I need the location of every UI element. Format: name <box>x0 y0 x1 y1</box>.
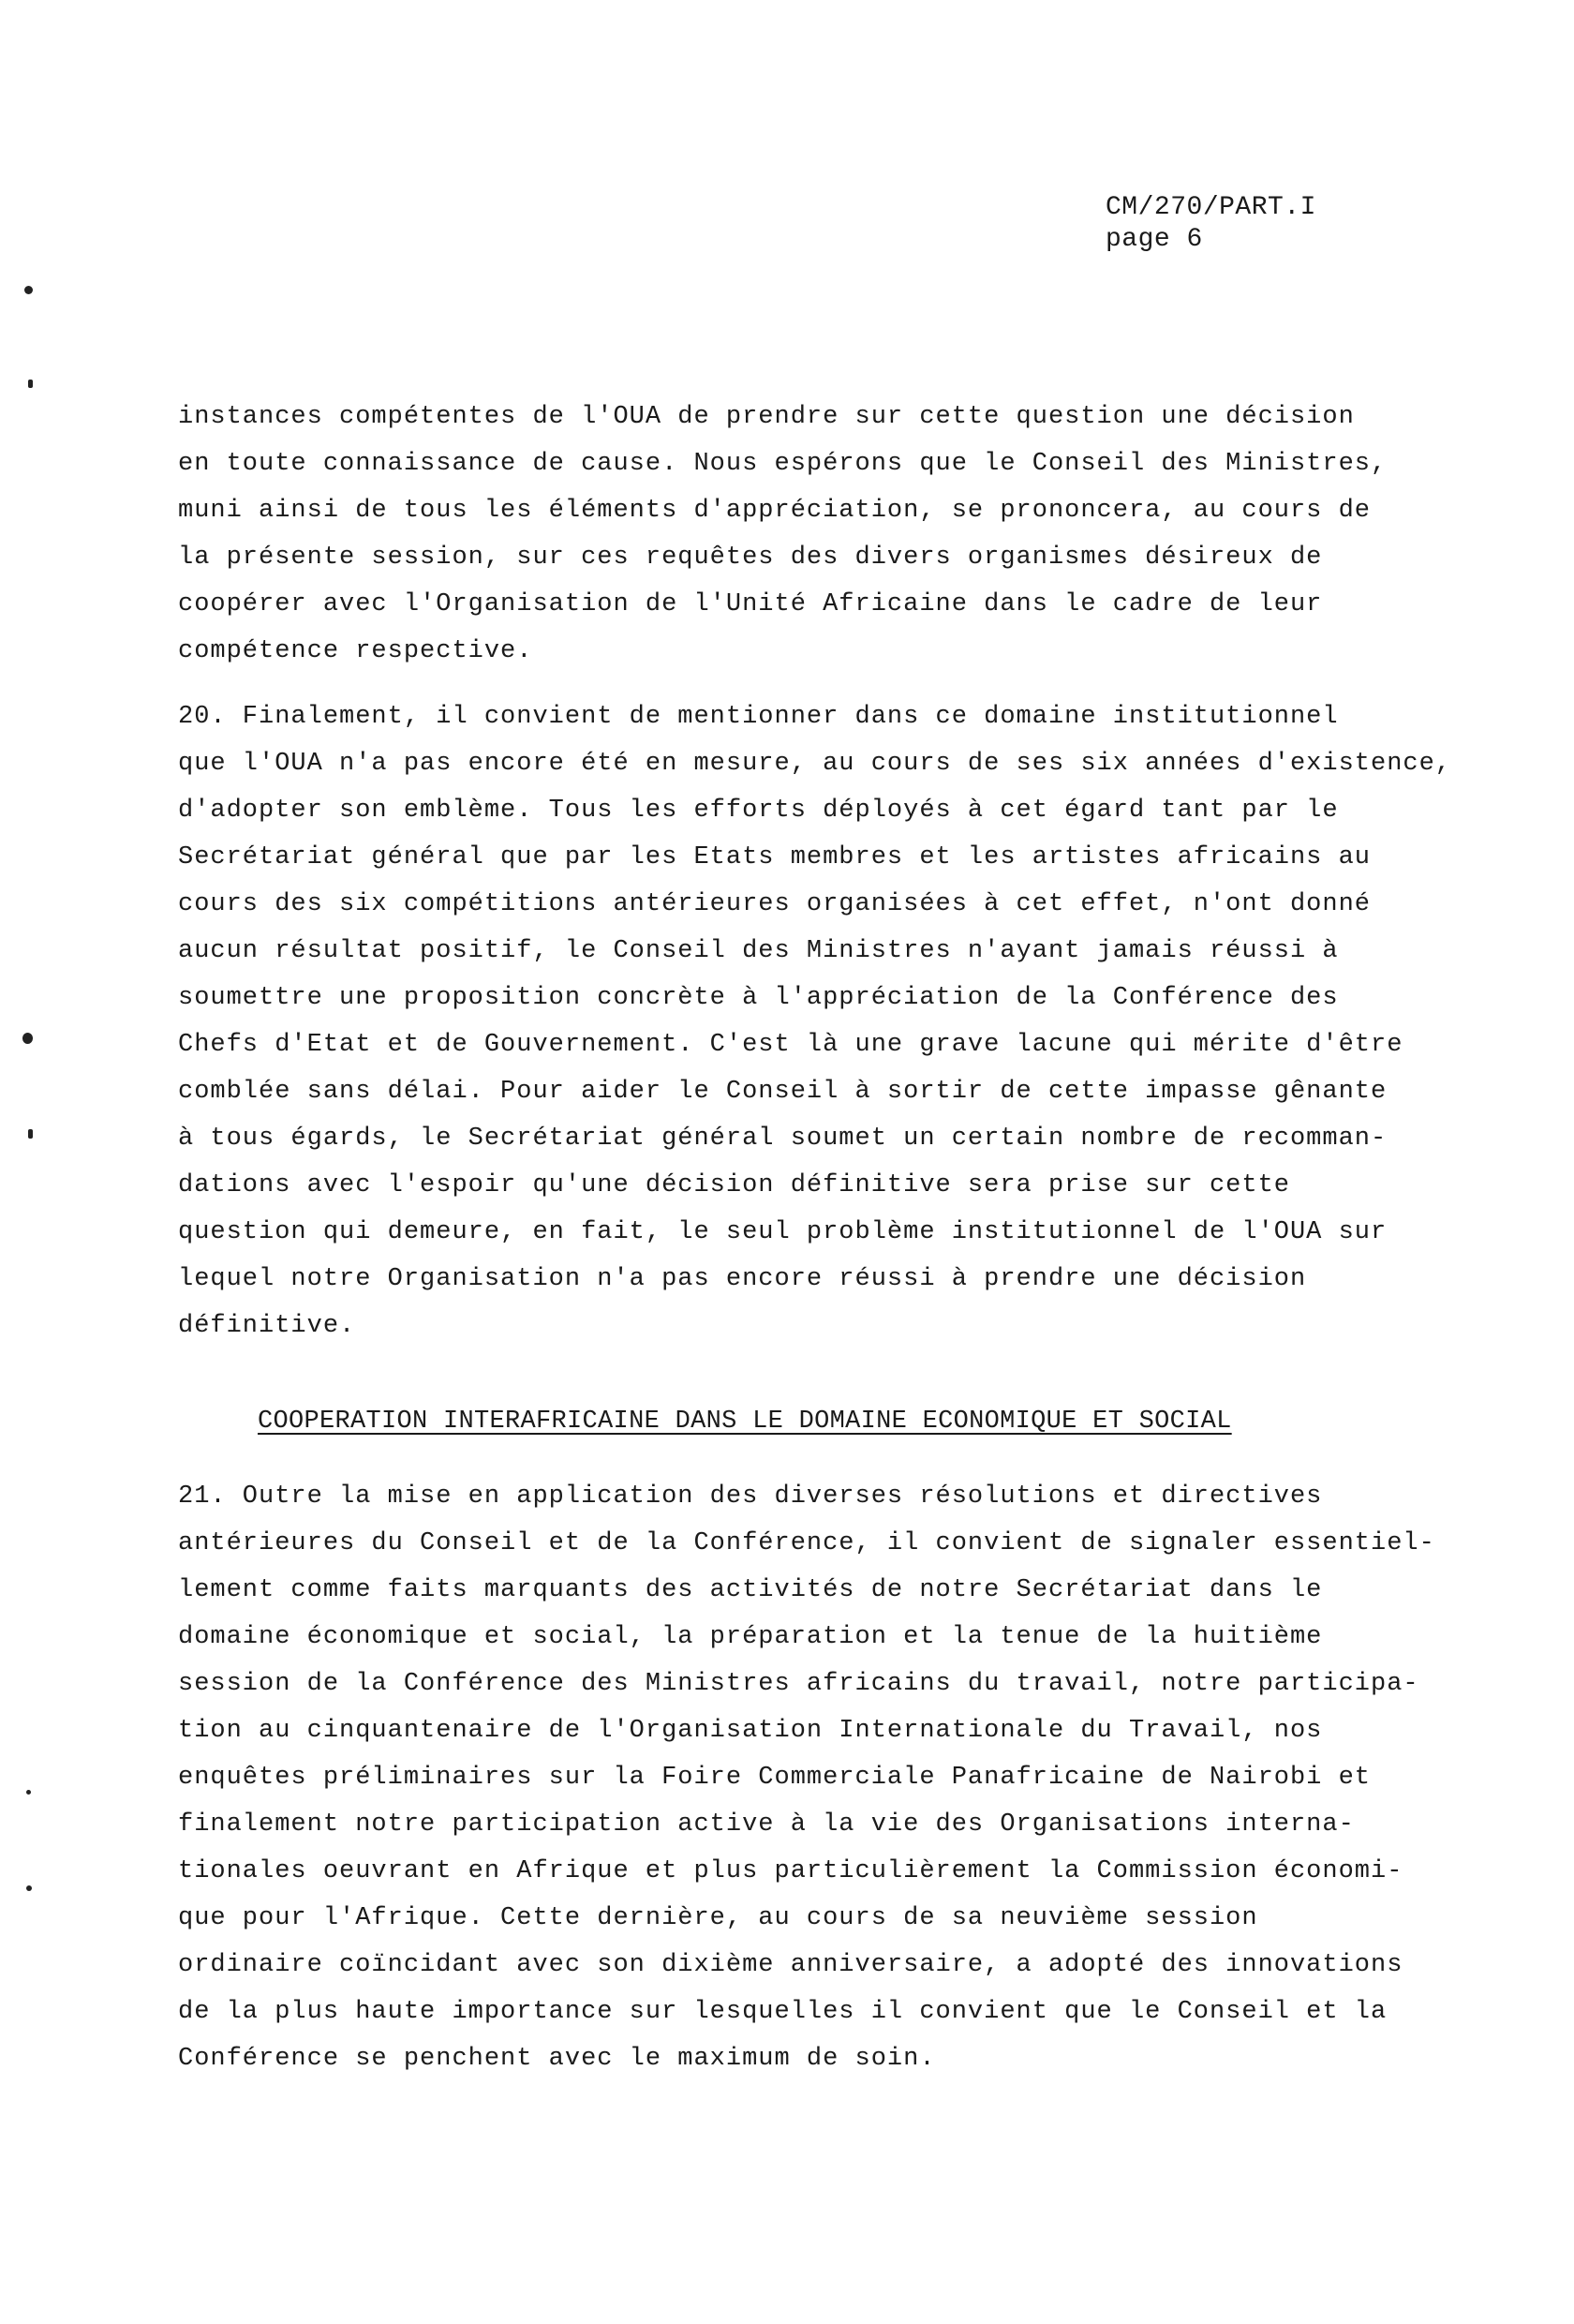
paragraph-line: ordinaire coïncidant avec son dixième anniversaire, a adopté des innovations <box>178 1951 1403 1979</box>
paragraph-line: que pour l'Afrique. Cette dernière, au cours de sa neuvième session <box>178 1904 1258 1932</box>
scan-mark <box>26 1790 31 1795</box>
paragraph-line: antérieures du Conseil et de la Conférence, il convient de signaler essentiel- <box>178 1529 1435 1557</box>
paragraph-line: session de la Conférence des Ministres africains du travail, notre participa- <box>178 1670 1419 1698</box>
paragraph-line: tion au cinquantenaire de l'Organisation Internationale du Travail, nos <box>178 1717 1323 1745</box>
paragraph-line: 20. Finalement, il convient de mentionner dans ce domaine institutionnel <box>178 703 1339 731</box>
paragraph-line: finalement notre participation active à la vie des Organisations interna- <box>178 1810 1355 1839</box>
paragraph-line: instances compétentes de l'OUA de prendre sur cette question une décision <box>178 403 1355 431</box>
paragraph-line: domaine économique et social, la préparation et la tenue de la huitième <box>178 1623 1323 1651</box>
paragraph-line: enquêtes préliminaires sur la Foire Commerciale Panafricaine de Nairobi et <box>178 1764 1371 1792</box>
paragraph-line: la présente session, sur ces requêtes des divers organismes désireux de <box>178 544 1323 572</box>
page-number: page 6 <box>1106 225 1203 254</box>
paragraph-line: que l'OUA n'a pas encore été en mesure, au cours de ses six années d'existence, <box>178 750 1452 778</box>
paragraph-line: d'adopter son emblème. Tous les efforts déployés à cet égard tant par le <box>178 797 1339 825</box>
paragraph-line: cours des six compétitions antérieures organisées à cet effet, n'ont donné <box>178 890 1371 918</box>
paragraph-line: dations avec l'espoir qu'une décision définitive sera prise sur cette <box>178 1171 1290 1199</box>
paragraph-line: Chefs d'Etat et de Gouvernement. C'est là une grave lacune qui mérite d'être <box>178 1031 1403 1059</box>
paragraph-line: comblée sans délai. Pour aider le Conseil à sortir de cette impasse gênante <box>178 1078 1388 1106</box>
paragraph-line: compétence respective. <box>178 637 533 665</box>
paragraph-line: 21. Outre la mise en application des diverses résolutions et directives <box>178 1482 1323 1511</box>
paragraph-line: en toute connaissance de cause. Nous espérons que le Conseil des Ministres, <box>178 450 1388 478</box>
paragraph-line: lement comme faits marquants des activités de notre Secrétariat dans le <box>178 1576 1323 1604</box>
paragraph-line: Secrétariat général que par les Etats membres et les artistes africains au <box>178 843 1371 872</box>
paragraph-line: coopérer avec l'Organisation de l'Unité Africaine dans le cadre de leur <box>178 590 1323 618</box>
section-heading: COOPERATION INTERAFRICAINE DANS LE DOMAINE ECONOMIQUE ET SOCIAL <box>258 1408 1232 1436</box>
scan-mark <box>28 380 33 388</box>
paragraph-line: à tous égards, le Secrétariat général soumet un certain nombre de recomman- <box>178 1125 1388 1153</box>
paragraph-line: Conférence se penchent avec le maximum de soin. <box>178 2045 936 2073</box>
paragraph-line: lequel notre Organisation n'a pas encore réussi à prendre une décision <box>178 1265 1307 1293</box>
paragraph-line: muni ainsi de tous les éléments d'appréciation, se prononcera, au cours de <box>178 497 1371 525</box>
paragraph-line: de la plus haute importance sur lesquelles il convient que le Conseil et la <box>178 1998 1388 2026</box>
paragraph-line: question qui demeure, en fait, le seul problème institutionnel de l'OUA sur <box>178 1218 1388 1246</box>
paragraph-line: définitive. <box>178 1312 356 1340</box>
document-reference <box>1106 192 1316 256</box>
scan-mark <box>28 1129 33 1139</box>
scan-mark <box>22 1033 33 1044</box>
document-code: CM/270/PART.I <box>1106 193 1316 222</box>
paragraph-line: soumettre une proposition concrète à l'appréciation de la Conférence des <box>178 984 1339 1012</box>
scan-mark <box>26 1885 32 1891</box>
paragraph-line: tionales oeuvrant en Afrique et plus particulièrement la Commission économi- <box>178 1857 1403 1885</box>
paragraph-line: aucun résultat positif, le Conseil des Ministres n'ayant jamais réussi à <box>178 937 1339 965</box>
scan-mark <box>24 286 33 294</box>
